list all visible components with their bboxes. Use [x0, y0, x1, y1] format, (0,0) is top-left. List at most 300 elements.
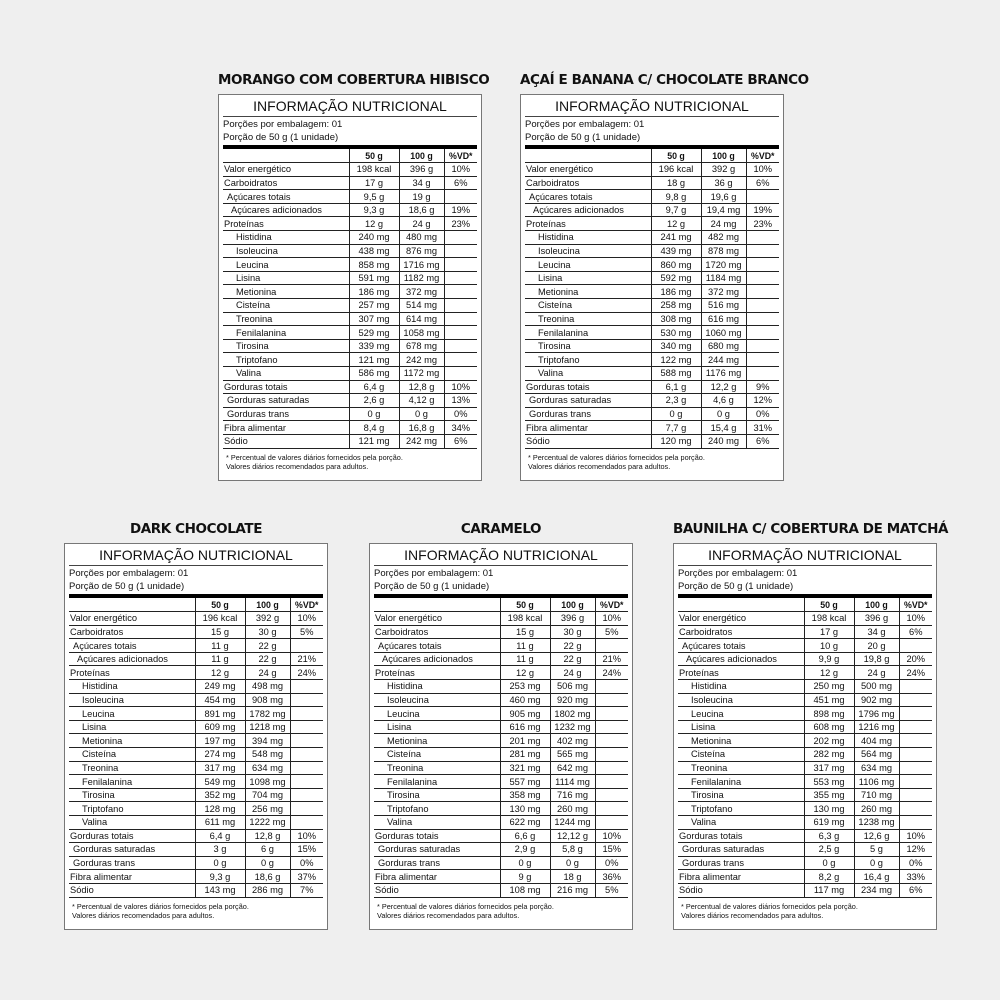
table-row: [374, 748, 628, 762]
value-per-100g: 902 mg: [854, 693, 899, 707]
table-row: [69, 761, 323, 775]
value-per-100g: 392 g: [701, 163, 746, 177]
table-row: [223, 407, 477, 421]
value-per-50g: 2,3 g: [651, 394, 701, 408]
footnote: [374, 898, 628, 921]
value-per-100g: 704 mg: [245, 788, 290, 802]
value-per-50g: 529 mg: [349, 326, 399, 340]
daily-value-percent: [899, 680, 932, 694]
value-per-50g: 905 mg: [500, 707, 550, 721]
footnote-line: * Percentual de valores diários fornecidos pela porção.: [681, 901, 858, 911]
value-per-50g: 321 mg: [500, 761, 550, 775]
nutrition-table: [374, 598, 628, 898]
serving-size: Porção de 50 g (1 unidade): [525, 132, 641, 143]
value-per-50g: 281 mg: [500, 748, 550, 762]
nutrient-label: Cisteína: [678, 748, 804, 762]
nutrient-label: Sódio: [69, 883, 195, 897]
value-per-50g: 130 mg: [804, 802, 854, 816]
product-acai-banana: [520, 66, 809, 481]
daily-value-percent: 37%: [290, 870, 323, 884]
nutrient-label: Valina: [374, 816, 500, 830]
value-per-100g: 1222 mg: [245, 816, 290, 830]
serving-size: Porção de 50 g (1 unidade): [678, 581, 794, 592]
value-per-100g: 1796 mg: [854, 707, 899, 721]
nutrient-label: Gorduras saturadas: [69, 843, 195, 857]
value-per-50g: 307 mg: [349, 312, 399, 326]
table-row: [69, 775, 323, 789]
daily-value-percent: [595, 639, 628, 653]
header-blank: [678, 598, 804, 612]
daily-value-percent: [290, 734, 323, 748]
daily-value-percent: [444, 367, 477, 381]
daily-value-percent: 0%: [290, 856, 323, 870]
value-per-100g: 0 g: [701, 407, 746, 421]
value-per-50g: 2,6 g: [349, 394, 399, 408]
value-per-50g: 6,3 g: [804, 829, 854, 843]
table-row: [223, 244, 477, 258]
footnote-line: * Percentual de valores diários fornecidos pela porção.: [377, 901, 554, 911]
nutrition-facts-panel: [64, 543, 328, 930]
value-per-100g: 878 mg: [701, 244, 746, 258]
table-row: [525, 394, 779, 408]
value-per-100g: 0 g: [550, 856, 595, 870]
daily-value-percent: [899, 761, 932, 775]
table-row: [374, 802, 628, 816]
daily-value-percent: 19%: [444, 203, 477, 217]
table-row: [223, 434, 477, 448]
product-title: AÇAÍ E BANANA C/ CHOCOLATE BRANCO: [520, 72, 809, 88]
value-per-50g: 439 mg: [651, 244, 701, 258]
table-row: [69, 883, 323, 897]
table-row: [223, 176, 477, 190]
nutrient-label: Lisina: [223, 271, 349, 285]
value-per-100g: 1218 mg: [245, 720, 290, 734]
table-row: [223, 353, 477, 367]
table-header-row: [525, 149, 779, 163]
header-blank: [69, 598, 195, 612]
nutrient-label: Valor energético: [223, 163, 349, 177]
table-row: [525, 176, 779, 190]
value-per-50g: 530 mg: [651, 326, 701, 340]
nutrition-table: [525, 149, 779, 449]
daily-value-percent: [290, 761, 323, 775]
value-per-50g: 121 mg: [349, 353, 399, 367]
table-row: [525, 407, 779, 421]
nutrient-label: Proteínas: [223, 217, 349, 231]
product-baunilha-matcha: [673, 515, 949, 930]
value-per-50g: 6,6 g: [500, 829, 550, 843]
table-row: [69, 612, 323, 626]
nutrient-label: Sódio: [223, 434, 349, 448]
value-per-100g: 1182 mg: [399, 271, 444, 285]
daily-value-percent: [444, 339, 477, 353]
table-row: [525, 353, 779, 367]
nutrient-label: Triptofano: [525, 353, 651, 367]
value-per-50g: 11 g: [195, 639, 245, 653]
value-per-50g: 622 mg: [500, 816, 550, 830]
nutrient-label: Fibra alimentar: [223, 421, 349, 435]
column-header: %VD*: [595, 598, 628, 612]
nutrient-label: Açúcares adicionados: [525, 203, 651, 217]
value-per-50g: 249 mg: [195, 680, 245, 694]
table-row: [374, 707, 628, 721]
table-row: [374, 856, 628, 870]
value-per-50g: 257 mg: [349, 299, 399, 313]
value-per-50g: 258 mg: [651, 299, 701, 313]
servings-per-package: Porções por embalagem: 01: [525, 119, 645, 130]
daily-value-percent: [290, 775, 323, 789]
value-per-100g: 396 g: [399, 163, 444, 177]
table-row: [525, 190, 779, 204]
value-per-50g: 15 g: [500, 625, 550, 639]
daily-value-percent: [444, 326, 477, 340]
value-per-100g: 1782 mg: [245, 707, 290, 721]
nutrient-label: Fenilalanina: [525, 326, 651, 340]
nutrient-label: Açúcares totais: [374, 639, 500, 653]
servings-per-package: Porções por embalagem: 01: [678, 568, 798, 579]
value-per-50g: 438 mg: [349, 244, 399, 258]
column-header: 50 g: [500, 598, 550, 612]
value-per-100g: 34 g: [399, 176, 444, 190]
daily-value-percent: 5%: [595, 883, 628, 897]
daily-value-percent: [595, 775, 628, 789]
table-row: [374, 625, 628, 639]
nutrient-label: Leucina: [525, 258, 651, 272]
table-row: [69, 802, 323, 816]
nutrient-label: Tirosina: [374, 788, 500, 802]
panel-heading: INFORMAÇÃO NUTRICIONAL: [374, 547, 628, 566]
value-per-100g: 920 mg: [550, 693, 595, 707]
table-row: [678, 829, 932, 843]
table-row: [69, 788, 323, 802]
table-header-row: [69, 598, 323, 612]
value-per-100g: 678 mg: [399, 339, 444, 353]
value-per-100g: 634 mg: [854, 761, 899, 775]
footnote: [223, 449, 477, 472]
value-per-50g: 15 g: [195, 625, 245, 639]
header-blank: [223, 149, 349, 163]
nutrient-label: Carboidratos: [374, 625, 500, 639]
table-row: [678, 612, 932, 626]
nutrient-label: Treonina: [678, 761, 804, 775]
table-row: [525, 434, 779, 448]
value-per-50g: 274 mg: [195, 748, 245, 762]
value-per-50g: 197 mg: [195, 734, 245, 748]
nutrient-label: Proteínas: [69, 666, 195, 680]
value-per-100g: 36 g: [701, 176, 746, 190]
table-row: [69, 870, 323, 884]
value-per-100g: 394 mg: [245, 734, 290, 748]
daily-value-percent: 10%: [595, 829, 628, 843]
table-row: [69, 816, 323, 830]
nutrient-label: Isoleucina: [678, 693, 804, 707]
value-per-100g: 18,6 g: [245, 870, 290, 884]
daily-value-percent: [746, 339, 779, 353]
nutrition-table: [678, 598, 932, 898]
nutrient-label: Triptofano: [69, 802, 195, 816]
value-per-50g: 186 mg: [349, 285, 399, 299]
table-row: [223, 258, 477, 272]
value-per-100g: 30 g: [550, 625, 595, 639]
table-row: [374, 870, 628, 884]
value-per-100g: 680 mg: [701, 339, 746, 353]
daily-value-percent: 13%: [444, 394, 477, 408]
table-row: [525, 367, 779, 381]
product-caramelo: [369, 515, 633, 930]
table-row: [69, 625, 323, 639]
value-per-100g: 634 mg: [245, 761, 290, 775]
daily-value-percent: 10%: [595, 612, 628, 626]
value-per-100g: 24 g: [245, 666, 290, 680]
product-title: DARK CHOCOLATE: [129, 521, 263, 537]
value-per-50g: 121 mg: [349, 434, 399, 448]
value-per-50g: 9,5 g: [349, 190, 399, 204]
nutrient-label: Açúcares adicionados: [223, 203, 349, 217]
value-per-100g: 1244 mg: [550, 816, 595, 830]
table-row: [69, 652, 323, 666]
daily-value-percent: 5%: [595, 625, 628, 639]
nutrient-label: Histidina: [678, 680, 804, 694]
daily-value-percent: 10%: [290, 829, 323, 843]
nutrient-label: Fenilalanina: [678, 775, 804, 789]
table-row: [69, 639, 323, 653]
nutrient-label: Triptofano: [374, 802, 500, 816]
value-per-100g: 22 g: [245, 652, 290, 666]
value-per-50g: 11 g: [195, 652, 245, 666]
daily-value-percent: [746, 353, 779, 367]
table-row: [678, 625, 932, 639]
nutrient-label: Valina: [69, 816, 195, 830]
daily-value-percent: 34%: [444, 421, 477, 435]
daily-value-percent: 24%: [899, 666, 932, 680]
footnote: [525, 449, 779, 472]
value-per-50g: 549 mg: [195, 775, 245, 789]
value-per-100g: 22 g: [550, 639, 595, 653]
nutrient-label: Valor energético: [69, 612, 195, 626]
nutrient-label: Treonina: [525, 312, 651, 326]
daily-value-percent: 10%: [290, 612, 323, 626]
daily-value-percent: [899, 734, 932, 748]
daily-value-percent: 6%: [746, 176, 779, 190]
daily-value-percent: [595, 734, 628, 748]
table-row: [223, 394, 477, 408]
daily-value-percent: 15%: [290, 843, 323, 857]
table-row: [525, 421, 779, 435]
table-row: [223, 271, 477, 285]
value-per-100g: 506 mg: [550, 680, 595, 694]
nutrient-label: Tirosina: [69, 788, 195, 802]
value-per-50g: 591 mg: [349, 271, 399, 285]
table-header-row: [678, 598, 932, 612]
value-per-50g: 317 mg: [804, 761, 854, 775]
daily-value-percent: 0%: [746, 407, 779, 421]
daily-value-percent: [746, 367, 779, 381]
value-per-50g: 196 kcal: [651, 163, 701, 177]
value-per-100g: 216 mg: [550, 883, 595, 897]
value-per-50g: 8,4 g: [349, 421, 399, 435]
table-row: [525, 285, 779, 299]
value-per-100g: 498 mg: [245, 680, 290, 694]
column-header: %VD*: [899, 598, 932, 612]
table-row: [69, 748, 323, 762]
value-per-100g: 480 mg: [399, 231, 444, 245]
daily-value-percent: [290, 720, 323, 734]
column-header: 50 g: [651, 149, 701, 163]
value-per-100g: 1106 mg: [854, 775, 899, 789]
nutrient-label: Leucina: [223, 258, 349, 272]
column-header: 100 g: [701, 149, 746, 163]
nutrient-label: Gorduras saturadas: [223, 394, 349, 408]
nutrient-label: Treonina: [223, 312, 349, 326]
value-per-100g: 0 g: [854, 856, 899, 870]
daily-value-percent: 24%: [595, 666, 628, 680]
value-per-100g: 396 g: [854, 612, 899, 626]
daily-value-percent: [595, 816, 628, 830]
daily-value-percent: [746, 190, 779, 204]
nutrient-label: Açúcares totais: [678, 639, 804, 653]
panel-heading: INFORMAÇÃO NUTRICIONAL: [678, 547, 932, 566]
table-row: [374, 680, 628, 694]
table-row: [678, 680, 932, 694]
nutrient-label: Gorduras totais: [678, 829, 804, 843]
daily-value-percent: 33%: [899, 870, 932, 884]
value-per-100g: 1802 mg: [550, 707, 595, 721]
nutrient-label: Gorduras totais: [69, 829, 195, 843]
value-per-100g: 482 mg: [701, 231, 746, 245]
daily-value-percent: 6%: [746, 434, 779, 448]
header-blank: [525, 149, 651, 163]
value-per-50g: 198 kcal: [349, 163, 399, 177]
value-per-50g: 201 mg: [500, 734, 550, 748]
product-morango: [218, 66, 490, 481]
daily-value-percent: [595, 748, 628, 762]
table-row: [525, 380, 779, 394]
daily-value-percent: [746, 326, 779, 340]
table-header-row: [374, 598, 628, 612]
daily-value-percent: [595, 720, 628, 734]
nutrient-label: Carboidratos: [223, 176, 349, 190]
nutrient-label: Sódio: [374, 883, 500, 897]
value-per-50g: 117 mg: [804, 883, 854, 897]
value-per-100g: 286 mg: [245, 883, 290, 897]
nutrient-label: Proteínas: [525, 217, 651, 231]
value-per-100g: 22 g: [245, 639, 290, 653]
daily-value-percent: [899, 788, 932, 802]
value-per-100g: 564 mg: [854, 748, 899, 762]
table-row: [678, 652, 932, 666]
value-per-50g: 6,4 g: [349, 380, 399, 394]
column-header: %VD*: [746, 149, 779, 163]
value-per-50g: 451 mg: [804, 693, 854, 707]
nutrient-label: Histidina: [223, 231, 349, 245]
value-per-50g: 0 g: [500, 856, 550, 870]
daily-value-percent: 7%: [290, 883, 323, 897]
footnote-line: * Percentual de valores diários fornecidos pela porção.: [72, 901, 249, 911]
table-row: [374, 693, 628, 707]
value-per-100g: 710 mg: [854, 788, 899, 802]
daily-value-percent: 6%: [899, 625, 932, 639]
value-per-50g: 355 mg: [804, 788, 854, 802]
value-per-100g: 1098 mg: [245, 775, 290, 789]
value-per-50g: 241 mg: [651, 231, 701, 245]
daily-value-percent: 15%: [595, 843, 628, 857]
table-row: [374, 883, 628, 897]
value-per-50g: 7,7 g: [651, 421, 701, 435]
value-per-100g: 6 g: [245, 843, 290, 857]
column-header: 100 g: [854, 598, 899, 612]
column-header: 50 g: [349, 149, 399, 163]
header-blank: [374, 598, 500, 612]
value-per-50g: 282 mg: [804, 748, 854, 762]
nutrient-label: Isoleucina: [374, 693, 500, 707]
value-per-100g: 516 mg: [701, 299, 746, 313]
value-per-50g: 12 g: [195, 666, 245, 680]
daily-value-percent: 10%: [899, 829, 932, 843]
nutrient-label: Cisteína: [69, 748, 195, 762]
value-per-50g: 250 mg: [804, 680, 854, 694]
daily-value-percent: [746, 299, 779, 313]
servings-per-package: Porções por embalagem: 01: [374, 568, 494, 579]
nutrient-label: Gorduras trans: [69, 856, 195, 870]
value-per-50g: 120 mg: [651, 434, 701, 448]
value-per-50g: 253 mg: [500, 680, 550, 694]
daily-value-percent: [444, 353, 477, 367]
value-per-100g: 30 g: [245, 625, 290, 639]
value-per-100g: 1114 mg: [550, 775, 595, 789]
nutrient-label: Metionina: [678, 734, 804, 748]
value-per-50g: 339 mg: [349, 339, 399, 353]
nutrient-label: Valina: [525, 367, 651, 381]
nutrient-label: Açúcares totais: [223, 190, 349, 204]
value-per-100g: 372 mg: [701, 285, 746, 299]
table-row: [678, 883, 932, 897]
nutrition-table: [223, 149, 477, 449]
value-per-50g: 240 mg: [349, 231, 399, 245]
value-per-50g: 308 mg: [651, 312, 701, 326]
value-per-100g: 12,8 g: [399, 380, 444, 394]
table-row: [374, 816, 628, 830]
value-per-50g: 0 g: [195, 856, 245, 870]
value-per-100g: 12,12 g: [550, 829, 595, 843]
nutrient-label: Histidina: [69, 680, 195, 694]
table-row: [678, 707, 932, 721]
daily-value-percent: 6%: [444, 434, 477, 448]
value-per-100g: 16,4 g: [854, 870, 899, 884]
nutrient-label: Carboidratos: [69, 625, 195, 639]
daily-value-percent: [444, 190, 477, 204]
daily-value-percent: [595, 707, 628, 721]
daily-value-percent: [746, 285, 779, 299]
table-row: [69, 734, 323, 748]
value-per-100g: 12,8 g: [245, 829, 290, 843]
value-per-50g: 588 mg: [651, 367, 701, 381]
nutrient-label: Metionina: [223, 285, 349, 299]
servings-per-package: Porções por embalagem: 01: [69, 568, 189, 579]
value-per-100g: 1060 mg: [701, 326, 746, 340]
value-per-50g: 196 kcal: [195, 612, 245, 626]
value-per-50g: 858 mg: [349, 258, 399, 272]
nutrient-label: Leucina: [69, 707, 195, 721]
table-row: [69, 856, 323, 870]
nutrient-label: Sódio: [678, 883, 804, 897]
daily-value-percent: 10%: [444, 163, 477, 177]
daily-value-percent: [444, 299, 477, 313]
value-per-50g: 609 mg: [195, 720, 245, 734]
table-header-row: [223, 149, 477, 163]
value-per-100g: 19,8 g: [854, 652, 899, 666]
nutrient-label: Gorduras trans: [374, 856, 500, 870]
value-per-50g: 0 g: [349, 407, 399, 421]
